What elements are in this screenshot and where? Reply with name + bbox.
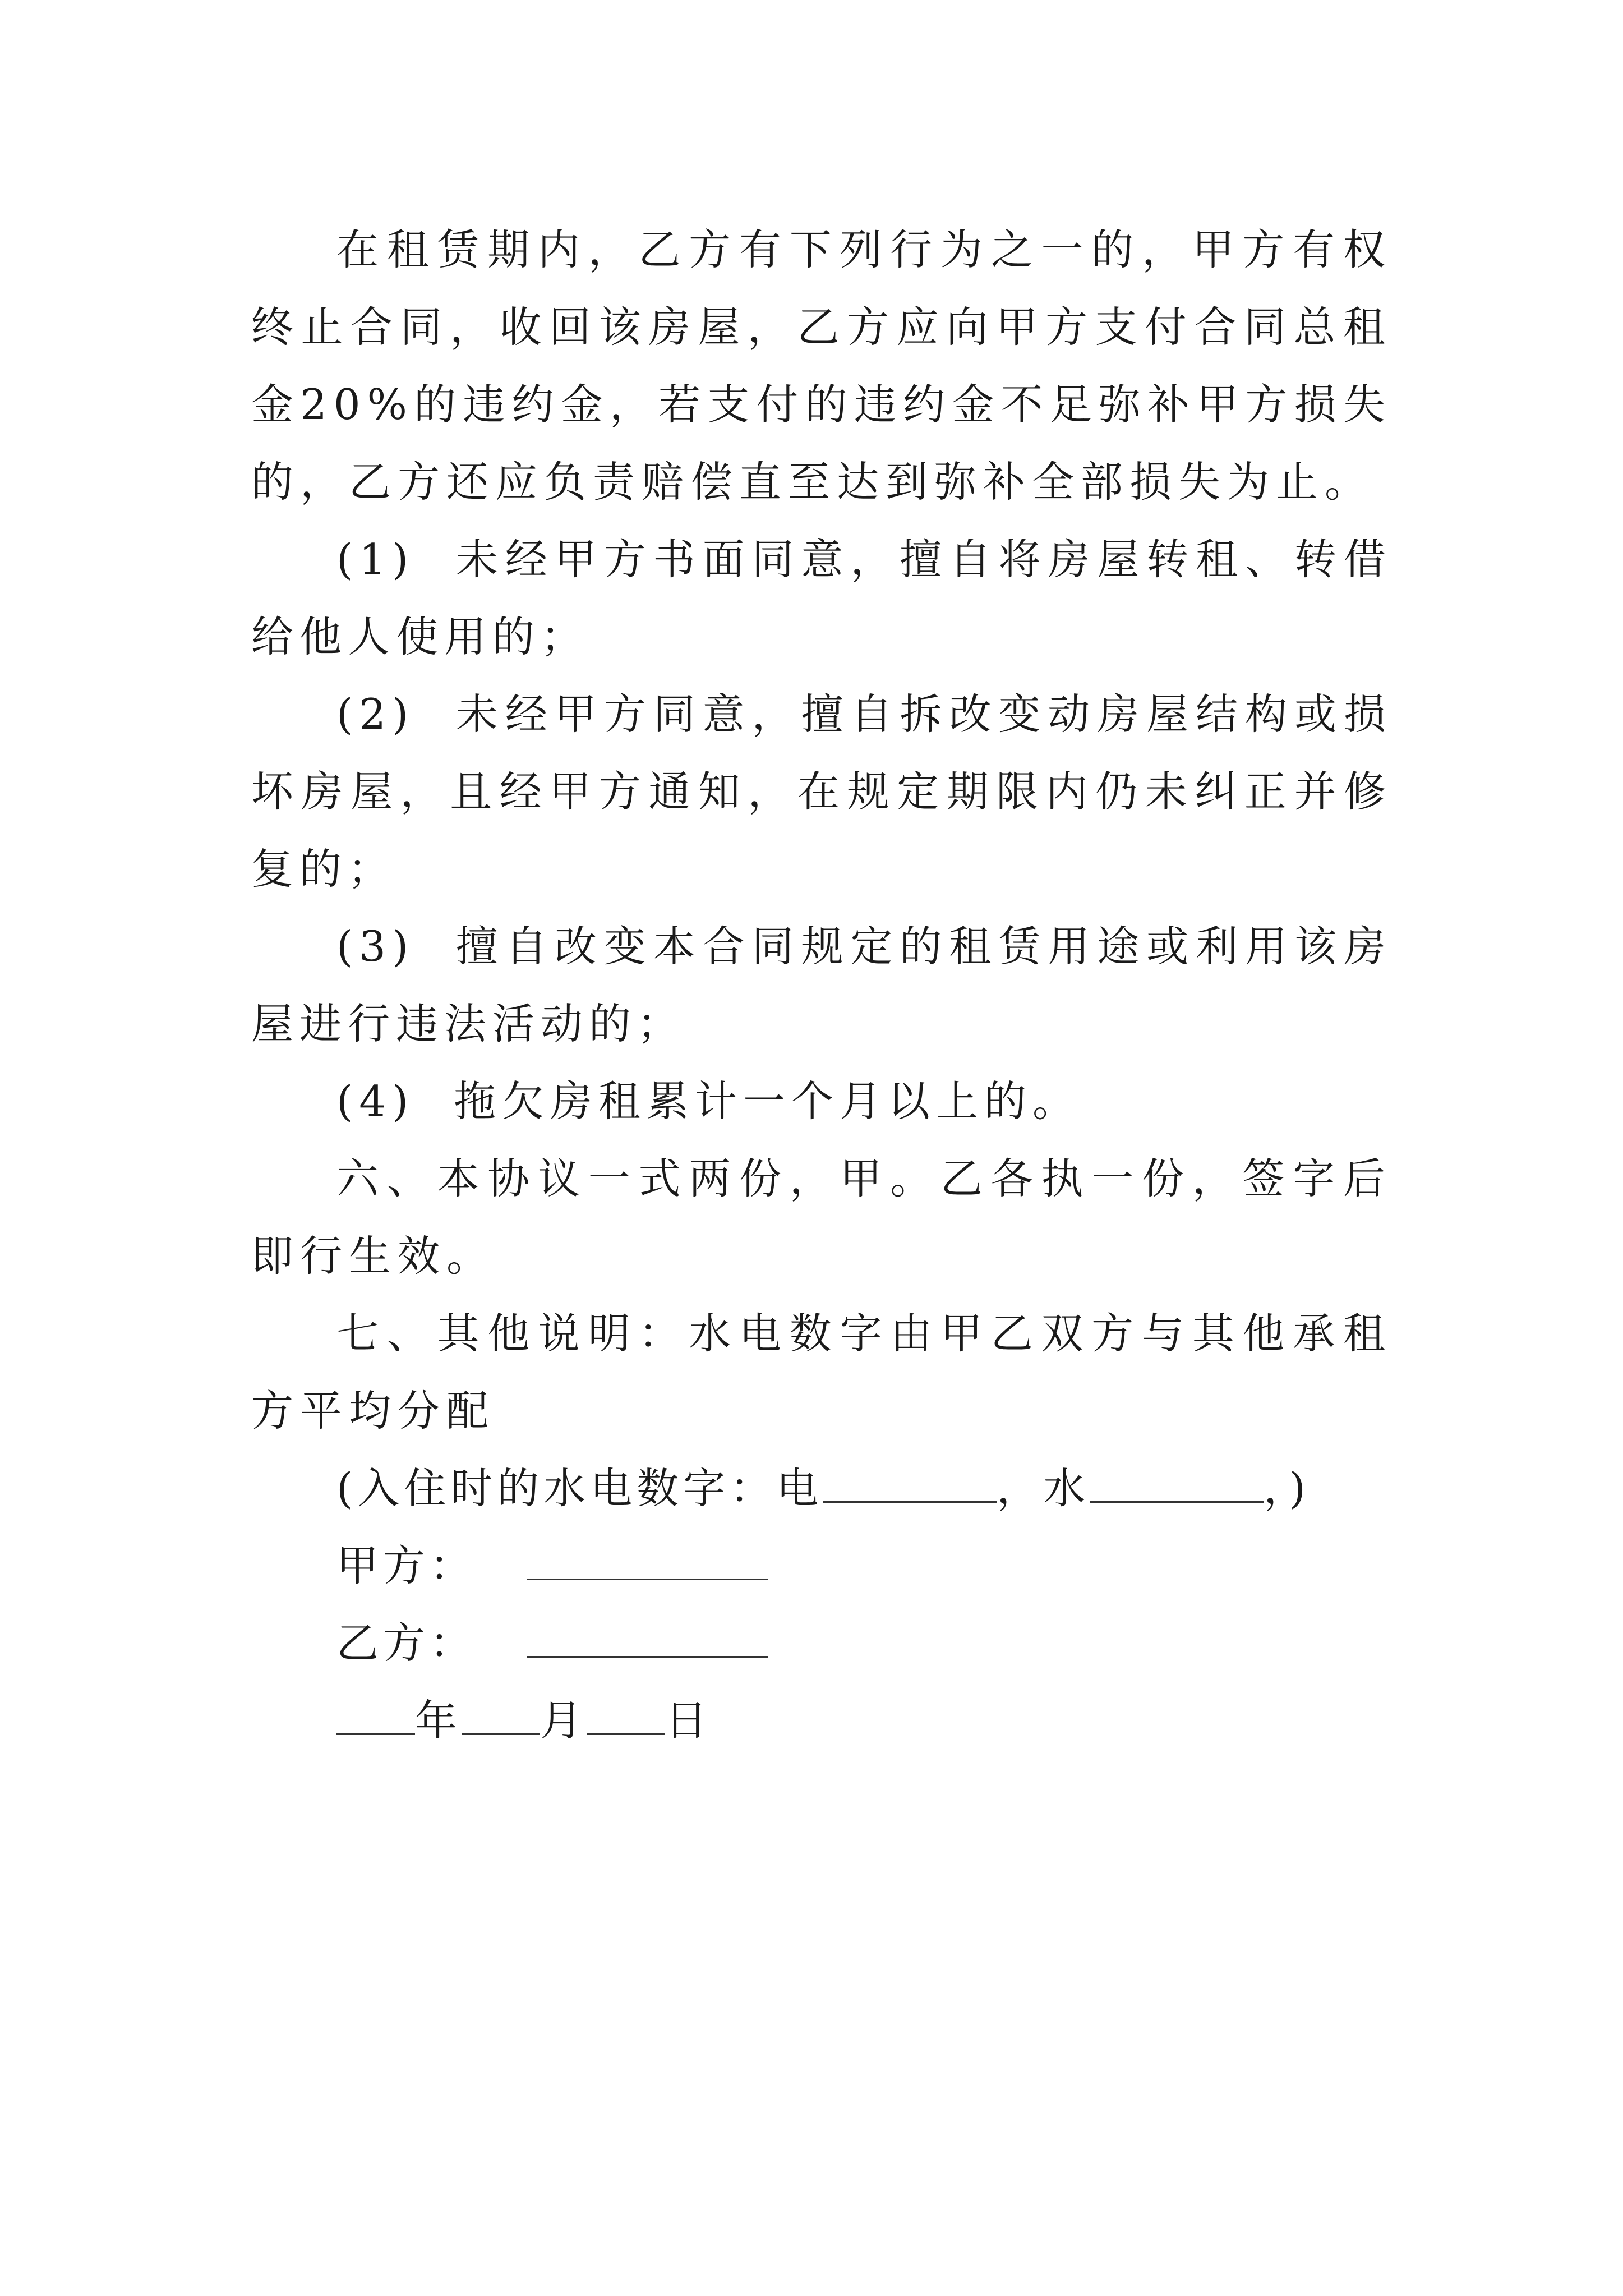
day-label: 日 [665,1696,712,1745]
document-body [251,211,1392,1759]
clause-item-1 [251,521,1392,675]
clause-item-2-text: 未经甲方同意，擅自拆改变动房屋结构或损坏房屋，且经甲方通知，在规定期限内仍未纠正并修复的； [251,689,1392,894]
water-blank[interactable] [1090,1467,1264,1503]
year-label: 年 [415,1696,462,1745]
clause-item-2 [251,675,1392,908]
clause-item-4-number: (4) [336,1076,415,1126]
party-b-signature-line [251,1604,1392,1682]
party-a-label: 甲方： [336,1541,477,1590]
meter-prefix: (入住时的水电数字：电 [336,1464,823,1513]
termination-clause-paragraph: 在租赁期内，乙方有下列行为之一的，甲方有权终止合同，收回该房屋，乙方应向甲方支付合同总租金20%的违约金，若支付的违约金不足弥补甲方损失的，乙方还应负责赔偿直至达到弥补全部损失为止。 [251,225,1392,507]
day-blank[interactable] [587,1700,665,1735]
month-blank[interactable] [462,1700,540,1735]
party-a-signature-blank[interactable] [527,1545,768,1580]
electricity-blank[interactable] [823,1467,997,1503]
section-seven-paragraph: 七、其他说明：水电数字由甲乙双方与其他承租方平均分配 [251,1309,1392,1435]
clause-item-3-number: (3) [336,922,415,971]
date-line [251,1682,1392,1759]
clause-item-4-text: 拖欠房租累计一个月以上的。 [453,1076,1081,1126]
party-b-signature-blank[interactable] [527,1622,768,1658]
section-six-paragraph: 六、本协议一式两份，甲。乙各执一份，签字后即行生效。 [251,1154,1392,1281]
clause-item-1-text: 未经甲方书面同意，擅自将房屋转租、转借给他人使用的； [251,535,1392,661]
year-blank[interactable] [336,1700,415,1735]
party-b-label: 乙方： [336,1618,477,1668]
clause-item-3 [251,908,1392,1062]
clause-item-3-text: 擅自改变本合同规定的租赁用途或利用该房屋进行违法活动的； [251,922,1392,1048]
clause-item-1-number: (1) [336,535,415,584]
clause-item-2-number: (2) [336,689,415,739]
clause-item-4 [251,1062,1392,1140]
meter-suffix: ，) [1264,1464,1311,1513]
month-label: 月 [540,1696,587,1745]
party-a-signature-line [251,1527,1392,1604]
meter-reading-line [251,1450,1392,1527]
meter-middle: ，水 [997,1464,1090,1513]
